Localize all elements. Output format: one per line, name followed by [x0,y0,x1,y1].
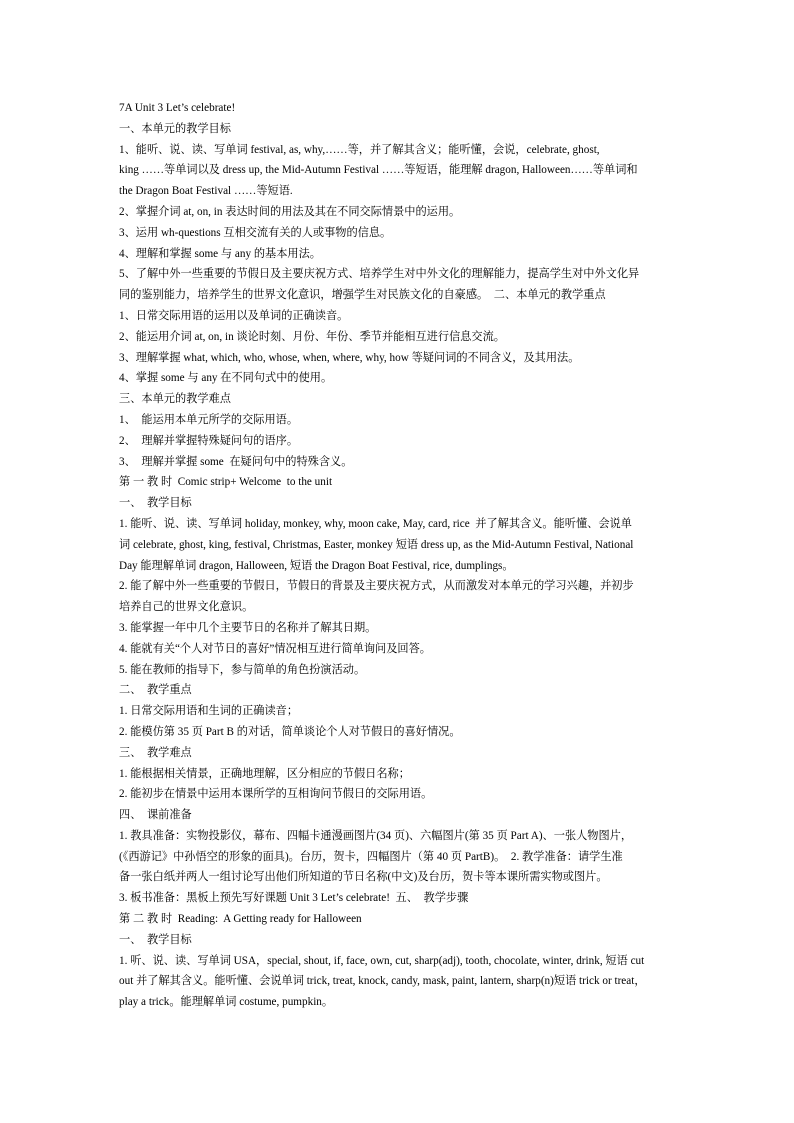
section-heading: 一、本单元的教学目标 [119,122,231,135]
text-line: 3. 能掌握一年中几个主要节日的名称并了解其日期。 [119,621,377,634]
text-line: king ……等单词以及 dress up, the Mid-Autumn Festival ……等短语，能理解 dragon, Halloween……等单词和 [119,164,638,177]
text-line: 2. 能模仿第 35 页 Part B 的对话，简单谈论个人对节假日的喜好情况。 [119,725,461,738]
lesson-heading: 第 二 教 时 Reading: A Getting ready for Halloween [119,913,362,926]
text-line: 培养自己的世界文化意识。 [119,601,254,614]
text-line: 4、理解和掌握 some 与 any 的基本用法。 [119,247,321,260]
section-heading: 三、 教学难点 [119,746,192,759]
text-line: 词 celebrate, ghost, king, festival, Christmas, Easter, monkey 短语 dress up, as the Mid-Autumn Festival, National [119,538,634,551]
text-line: 1、能听、说、读、写单词 festival, as, why,……等，并了解其含义；能听懂，会说，celebrate, ghost, [119,143,600,156]
text-line: 3、理解掌握 what, which, who, whose, when, where, why, how 等疑问词的不同含义，及其用法。 [119,351,580,364]
section-heading: 四、 课前准备 [119,809,192,822]
text-line: play a trick。能理解单词 costume, pumpkin。 [119,996,334,1009]
text-line: Day 能理解单词 dragon, Halloween, 短语 the Dragon Boat Festival, rice, dumplings。 [119,559,514,572]
text-line: 1. 日常交际用语和生词的正确读音； [119,705,299,718]
text-line: 备一张白纸并两人一组讨论写出他们所知道的节日名称(中文)及台历，贺卡等本课所需实物或图片。 [119,871,608,884]
text-line: 4. 能就有关“个人对节日的喜好”情况相互进行简单询问及回答。 [119,642,431,655]
section-heading: 一、 教学目标 [119,497,192,510]
text-line: 5、了解中外一些重要的节假日及主要庆祝方式、培养学生对中外文化的理解能力，提高学生对中外文化异 [119,268,640,281]
text-line: 同的鉴别能力，培养学生的世界文化意识，增强学生对民族文化的自豪感。 二、本单元的教学重点 [119,289,606,302]
text-line: 1. 能听、说、读、写单词 holiday, monkey, why, moon cake, May, card, rice 并了解其含义。能听懂、会说单 [119,517,632,530]
section-heading: 一、 教学目标 [119,933,192,946]
text-line: (《西游记》中孙悟空的形象的面具)。台历，贺卡，四幅图片（第 40 页 PartB)。 2. 教学准备：请学生准 [119,850,623,863]
text-line: 3. 板书准备：黑板上预先写好课题 Unit 3 Let’s celebrate! 五、 教学步骤 [119,892,469,905]
text-line: 2. 能了解中外一些重要的节假日，节假日的背景及主要庆祝方式，从而激发对本单元的学习兴趣，并初步 [119,580,634,593]
text-line: 1. 能根据相关情景，正确地理解，区分相应的节假日名称； [119,767,410,780]
text-line: out 并了解其含义。能听懂、会说单词 trick, treat, knock, candy, mask, paint, lantern, sharp(n)短语 trick or treat， [119,975,646,988]
section-heading: 三、本单元的教学难点 [119,393,231,406]
text-line: 5. 能在教师的指导下，参与简单的角色扮演活动。 [119,663,366,676]
text-line: 4、掌握 some 与 any 在不同句式中的使用。 [119,372,333,385]
text-line: 2. 能初步在情景中运用本课所学的互相询问节假日的交际用语。 [119,788,433,801]
text-line: 2、 理解并掌握特殊疑问句的语序。 [119,434,299,447]
text-line: 2、能运用介词 at, on, in 谈论时刻、月份、年份、季节并能相互进行信息交流。 [119,330,505,343]
section-heading: 二、 教学重点 [119,684,192,697]
document-body [119,98,679,1013]
doc-title: 7A Unit 3 Let’s celebrate! [119,102,236,114]
text-line: 1. 听、说、读、写单词 USA，special, shout, if, face, own, cut, sharp(adj), tooth, chocolate, winter, drink, 短语 cut [119,954,645,967]
text-line: 3、运用 wh-questions 互相交流有关的人或事物的信息。 [119,226,392,239]
text-line: the Dragon Boat Festival ……等短语. [119,185,293,198]
text-line: 2、掌握介词 at, on, in 表达时间的用法及其在不同交际情景中的运用。 [119,205,461,218]
text-line: 1. 教具准备：实物投影仪，幕布、四幅卡通漫画图片(34 页)、六幅图片(第 35 页 Part A)、一张人物图片， [119,829,633,842]
lesson-heading: 第 一 教 时 Comic strip+ Welcome to the unit [119,476,333,489]
text-line: 1、 能运用本单元所学的交际用语。 [119,413,299,426]
text-line: 3、 理解并掌握 some 在疑问句中的特殊含义。 [119,455,353,468]
text-line: 1、日常交际用语的运用以及单词的正确读音。 [119,309,349,322]
